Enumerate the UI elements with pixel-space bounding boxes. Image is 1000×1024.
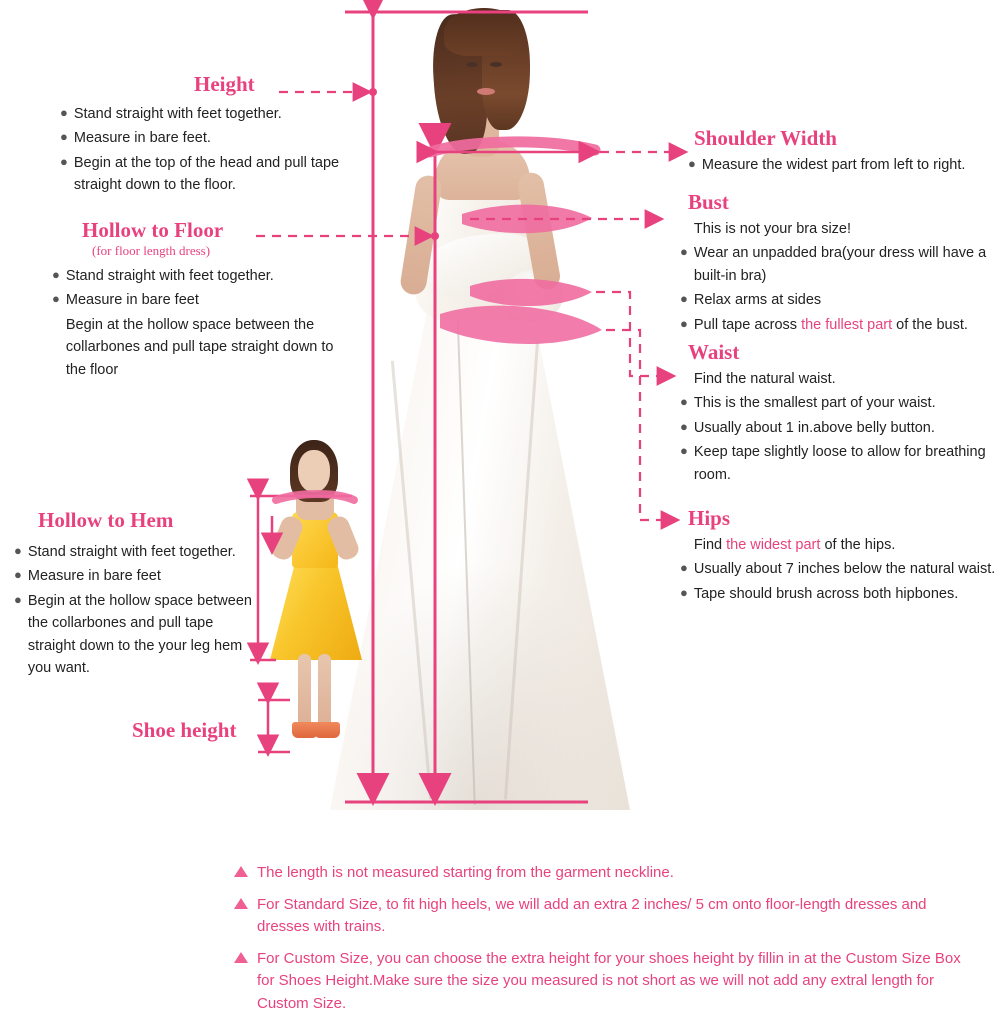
- bullet-dot-icon: ●: [52, 291, 60, 307]
- list-item-text: Begin at the hollow space between the collarbones and pull tape straight down to the your leg hem you want.: [27, 592, 252, 677]
- list-item: [680, 534, 996, 556]
- bullet-dot-icon: ●: [14, 567, 22, 583]
- list-item-text: This is the smallest part of your waist.: [693, 395, 936, 412]
- bullet-dot-icon: ●: [680, 394, 688, 410]
- bullet-dot-icon: ●: [14, 591, 22, 607]
- list-item: [680, 441, 996, 486]
- bullet-dot-icon: ●: [680, 560, 688, 576]
- list-item: [60, 152, 360, 197]
- list-item-text: Stand straight with feet together.: [27, 544, 236, 560]
- section-waist-heading: Waist: [688, 340, 740, 364]
- bullet-dot-icon: ●: [680, 315, 688, 331]
- list-item: [52, 265, 352, 287]
- bullet-dot-icon: ●: [14, 543, 22, 558]
- section-hollow-to-hem-heading: Hollow to Hem: [38, 508, 174, 532]
- footer-note-text: The length is not measured starting from the garment neckline.: [257, 864, 674, 881]
- list-item-text: Begin at the top of the head and pull tape straight down to the floor.: [73, 154, 340, 194]
- list-item: [680, 289, 996, 311]
- list-item-text: Keep tape slightly loose to allow for breathing room.: [693, 444, 986, 483]
- bullet-dot-icon: ●: [680, 443, 688, 459]
- footer-note: [234, 948, 974, 1016]
- list-item-text: Measure in bare feet.: [73, 130, 211, 147]
- list-item-text: Find the natural waist.: [693, 371, 836, 387]
- bullet-dot-icon: ●: [60, 153, 68, 169]
- footer-notes: [234, 862, 974, 1024]
- section-height: [60, 72, 360, 199]
- list-item-text: Usually about 1 in.above belly button.: [693, 419, 935, 436]
- list-item: [680, 417, 996, 439]
- list-item: [14, 565, 254, 587]
- footer-note-text: For Custom Size, you can choose the extra height for your shoes height by fillin in at the Custom Size Box for Shoes Height.Make sure the size you measured is not short as we will not add any extral length for Custom Size.: [257, 949, 961, 1012]
- section-shoe-height-heading: Shoe height: [132, 718, 237, 742]
- list-item: [680, 368, 996, 390]
- list-item: [680, 314, 996, 336]
- section-shoulder-width-bullets: [688, 154, 996, 176]
- list-item-text: Measure the widest part from left to right.: [701, 157, 966, 173]
- list-item-text: Stand straight with feet together.: [65, 268, 274, 284]
- warning-triangle-icon: [234, 952, 248, 963]
- section-bust-heading: Bust: [688, 190, 729, 214]
- section-hollow-to-hem: [14, 508, 254, 682]
- list-item: [52, 314, 352, 381]
- bullet-dot-icon: ●: [52, 267, 60, 282]
- bullet-dot-icon: ●: [60, 105, 68, 120]
- list-item-text: Find the widest part of the hips.: [693, 537, 896, 553]
- list-item: [14, 541, 254, 563]
- footer-note-text: For Standard Size, to fit high heels, we will add an extra 2 inches/ 5 cm onto floor-length dresses and dresses with trains.: [257, 895, 927, 935]
- section-shoe-height: [132, 718, 236, 743]
- section-bust: [680, 190, 996, 338]
- section-waist-bullets: [680, 368, 996, 486]
- warning-triangle-icon: [234, 898, 248, 909]
- list-item-text: Usually about 7 inches below the natural waist.: [693, 561, 996, 578]
- list-item: [680, 558, 996, 580]
- section-hips: [680, 506, 996, 607]
- section-hips-bullets: [680, 534, 996, 605]
- footer-note: [234, 862, 974, 885]
- list-item: [14, 590, 254, 680]
- section-height-heading: Height: [194, 72, 255, 96]
- list-item-text: Pull tape across the fullest part of the bust.: [693, 316, 968, 333]
- list-item: [60, 103, 360, 125]
- section-shoulder-width-heading: Shoulder Width: [694, 126, 837, 150]
- footer-note: [234, 894, 974, 939]
- list-item: [680, 218, 996, 240]
- list-item-text: Stand straight with feet together.: [73, 106, 282, 122]
- bullet-dot-icon: ●: [680, 291, 688, 307]
- list-item-text: This is not your bra size!: [693, 221, 852, 237]
- list-item-text: Measure in bare feet: [27, 568, 161, 585]
- section-hollow-to-floor-bullets: [52, 265, 352, 381]
- section-hollow-to-hem-bullets: [14, 541, 254, 680]
- list-item: [680, 583, 996, 605]
- emphasised-phrase: the widest part: [726, 537, 821, 553]
- bullet-dot-icon: ●: [60, 129, 68, 145]
- list-item-text: Relax arms at sides: [693, 292, 822, 309]
- list-item-text: Wear an unpadded bra(your dress will have a built-in bra): [693, 245, 987, 284]
- list-item-text: Tape should brush across both hipbones.: [693, 585, 959, 602]
- bullet-dot-icon: ●: [680, 244, 688, 260]
- section-hollow-to-floor: [52, 218, 352, 383]
- list-item: [680, 392, 996, 414]
- warning-triangle-icon: [234, 866, 248, 877]
- section-waist: [680, 340, 996, 488]
- section-shoulder-width: [688, 126, 996, 178]
- list-item: [680, 242, 996, 287]
- list-item: [688, 154, 996, 176]
- bullet-dot-icon: ●: [688, 156, 696, 171]
- section-height-bullets: [60, 103, 360, 197]
- bullet-dot-icon: ●: [680, 584, 688, 600]
- list-item-text: Measure in bare feet: [65, 292, 199, 309]
- list-item: [60, 127, 360, 149]
- section-hollow-to-floor-heading: Hollow to Floor: [82, 218, 224, 242]
- bullet-dot-icon: ●: [680, 418, 688, 434]
- emphasised-phrase: the fullest part: [801, 316, 893, 333]
- section-hips-heading: Hips: [688, 506, 731, 530]
- list-item-text: Begin at the hollow space between the collarbones and pull tape straight down to the floor: [65, 316, 334, 378]
- list-item: [52, 289, 352, 311]
- section-hollow-to-floor-subheading: (for floor length dress): [92, 243, 211, 258]
- section-bust-bullets: [680, 218, 996, 336]
